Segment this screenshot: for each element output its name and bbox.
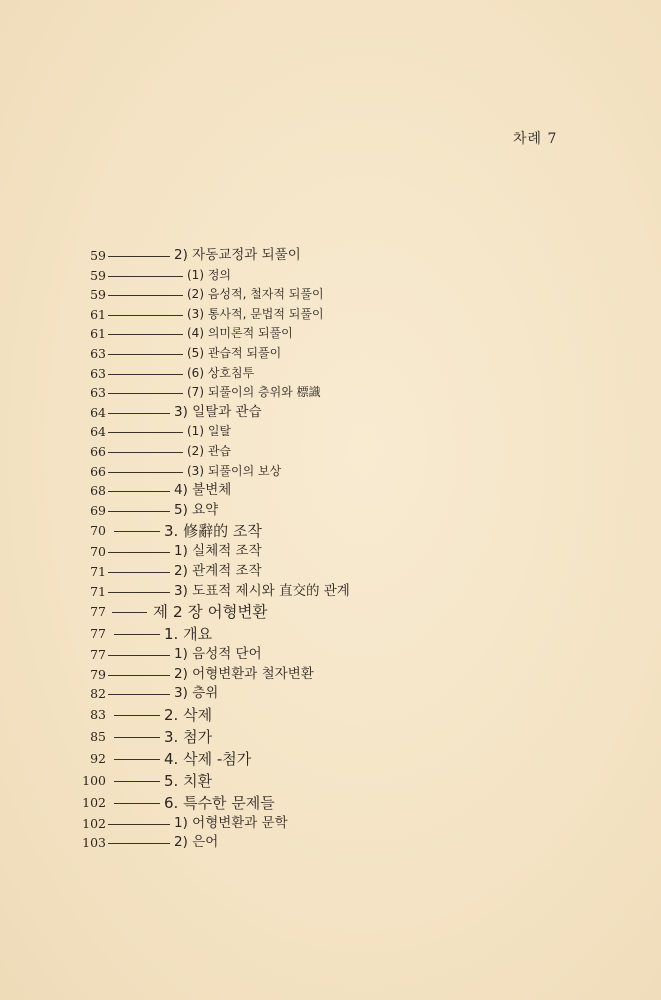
- toc-page-number: 71: [90, 583, 106, 599]
- toc-entry-title: (2) 음성적, 철자적 되풀이: [187, 287, 324, 302]
- toc-leader-line: [108, 374, 183, 375]
- toc-entry-title: 1) 음성적 단어: [174, 646, 262, 663]
- toc-leader-line: [108, 675, 170, 676]
- toc-leader-line: [108, 572, 170, 573]
- toc-entry[interactable]: [0, 501, 661, 521]
- toc-entry-title: 3. 첨가: [164, 727, 213, 746]
- toc-leader-line: [108, 592, 170, 593]
- toc-entry[interactable]: [0, 364, 661, 384]
- toc-page-number: 71: [90, 563, 106, 579]
- toc-entry[interactable]: [0, 582, 661, 602]
- toc-page-number: 82: [90, 686, 106, 702]
- toc-leader-line: [108, 824, 170, 825]
- toc-page-number: 102: [82, 794, 106, 810]
- toc-entry-title: (5) 관습적 되풀이: [187, 345, 282, 360]
- toc-entry-title: 3) 도표적 제시와 直交的 관계: [174, 582, 350, 599]
- toc-leader-line: [114, 634, 160, 635]
- toc-entry[interactable]: [0, 645, 661, 665]
- toc-entry[interactable]: [0, 422, 661, 442]
- toc-entry[interactable]: [0, 665, 661, 685]
- toc-page-number: 61: [90, 306, 106, 322]
- toc-leader-line: [112, 612, 147, 613]
- toc-leader-line: [108, 315, 183, 316]
- toc-entry-title: 3) 층위: [174, 685, 219, 702]
- toc-page-number: 102: [82, 815, 106, 831]
- toc-entry-title: (3) 통사적, 문법적 되풀이: [187, 306, 324, 321]
- toc-entry[interactable]: [0, 246, 661, 266]
- toc-leader-line: [108, 472, 183, 473]
- toc-entry[interactable]: [0, 833, 661, 853]
- toc-leader-line: [114, 531, 160, 532]
- toc-entry-title: 3. 修辭的 조작: [164, 522, 262, 541]
- toc-entry-title: (6) 상호침투: [187, 365, 255, 380]
- toc-entry[interactable]: [0, 324, 661, 344]
- toc-leader-line: [108, 432, 183, 433]
- toc-page-number: 66: [90, 443, 106, 459]
- toc-leader-line: [108, 511, 170, 512]
- toc-entry-title: 4. 삭제 -첨가: [164, 749, 252, 768]
- toc-leader-line: [108, 413, 170, 414]
- toc-entry[interactable]: [0, 726, 661, 748]
- toc-entry[interactable]: [0, 770, 661, 792]
- toc-leader-line: [108, 256, 170, 257]
- toc-page-number: 85: [90, 728, 106, 744]
- toc-leader-line: [114, 715, 160, 716]
- toc-page-number: 63: [90, 345, 106, 361]
- toc-leader-line: [108, 655, 170, 656]
- toc-page-number: 70: [90, 544, 106, 560]
- toc-entry[interactable]: [0, 601, 661, 623]
- toc-entry[interactable]: [0, 442, 661, 462]
- toc-page-number: 64: [90, 404, 106, 420]
- toc-leader-line: [114, 781, 160, 782]
- toc-leader-line: [108, 393, 183, 394]
- toc-entry[interactable]: [0, 344, 661, 364]
- toc-page-number: 103: [82, 835, 106, 851]
- toc-entry-title: (3) 되풀이의 보상: [187, 463, 282, 478]
- toc-entry-title: 2) 자동교정과 되풀이: [174, 247, 301, 263]
- toc-entry-title: 2) 어형변환과 철자변환: [174, 665, 314, 682]
- toc-entry[interactable]: [0, 562, 661, 582]
- toc-leader-line: [108, 295, 183, 296]
- toc-page-number: 59: [90, 267, 106, 283]
- running-header: 차례 7: [513, 131, 558, 147]
- toc-page-number: 63: [90, 365, 106, 381]
- toc-page-number: 92: [90, 750, 106, 766]
- table-of-contents: [0, 246, 661, 853]
- toc-leader-line: [108, 694, 170, 695]
- toc-page-number: 66: [90, 463, 106, 479]
- toc-leader-line: [108, 552, 170, 553]
- toc-entry-title: 3) 일탈과 관습: [174, 403, 262, 420]
- toc-entry[interactable]: [0, 623, 661, 645]
- toc-page-number: 77: [90, 604, 106, 620]
- toc-page-number: 69: [90, 502, 106, 518]
- toc-page-number: 68: [90, 483, 106, 499]
- toc-leader-line: [108, 452, 183, 453]
- toc-page-number: 61: [90, 326, 106, 342]
- toc-entry[interactable]: [0, 814, 661, 834]
- toc-entry[interactable]: [0, 481, 661, 501]
- toc-page-number: 77: [90, 647, 106, 663]
- toc-entry-title: 4) 불변체: [174, 482, 232, 499]
- toc-entry[interactable]: [0, 748, 661, 770]
- toc-entry-title: (7) 되풀이의 층위와 標識: [187, 385, 321, 400]
- toc-page-number: 59: [90, 248, 106, 263]
- toc-entry[interactable]: [0, 462, 661, 482]
- toc-entry[interactable]: [0, 403, 661, 423]
- toc-entry[interactable]: [0, 305, 661, 325]
- toc-leader-line: [114, 759, 160, 760]
- toc-entry-title: (1) 정의: [187, 267, 231, 282]
- toc-page-number: 77: [90, 626, 106, 642]
- toc-entry-title: 제 2 장 어형변환: [153, 603, 268, 622]
- toc-page-number: 63: [90, 385, 106, 401]
- toc-entry[interactable]: [0, 542, 661, 562]
- toc-entry[interactable]: [0, 520, 661, 542]
- toc-entry-title: (1) 일탈: [187, 424, 231, 439]
- toc-entry[interactable]: [0, 704, 661, 726]
- toc-leader-line: [114, 803, 160, 804]
- toc-page-number: 83: [90, 706, 106, 722]
- toc-entry-title: 5) 요약: [174, 501, 219, 518]
- toc-page-number: 70: [90, 523, 106, 539]
- toc-page-number: 79: [90, 666, 106, 682]
- toc-entry[interactable]: [0, 266, 661, 286]
- toc-entry-title: 2) 관계적 조작: [174, 562, 262, 579]
- toc-leader-line: [108, 491, 170, 492]
- toc-page-number: 64: [90, 424, 106, 440]
- toc-leader-line: [114, 737, 160, 738]
- toc-entry-title: 2) 은어: [174, 834, 219, 851]
- toc-entry[interactable]: [0, 684, 661, 704]
- toc-page-number: 100: [82, 772, 106, 788]
- toc-entry[interactable]: [0, 383, 661, 403]
- toc-leader-line: [108, 354, 183, 355]
- toc-leader-line: [108, 843, 170, 844]
- toc-entry-title: 1) 어형변환과 문학: [174, 814, 288, 831]
- toc-page-number: 59: [90, 287, 106, 303]
- toc-leader-line: [108, 276, 183, 277]
- toc-entry-title: (4) 의미론적 되풀이: [187, 326, 293, 341]
- toc-entry-title: 6. 특수한 문제들: [164, 793, 275, 812]
- toc-entry[interactable]: [0, 285, 661, 305]
- toc-entry-title: 1) 실체적 조작: [174, 543, 262, 560]
- toc-entry-title: 5. 치환: [164, 771, 213, 790]
- toc-leader-line: [108, 334, 183, 335]
- toc-entry-title: (2) 관습: [187, 443, 231, 458]
- toc-entry-title: 2. 삭제: [164, 705, 213, 724]
- toc-entry[interactable]: [0, 792, 661, 814]
- toc-entry-title: 1. 개요: [164, 625, 213, 644]
